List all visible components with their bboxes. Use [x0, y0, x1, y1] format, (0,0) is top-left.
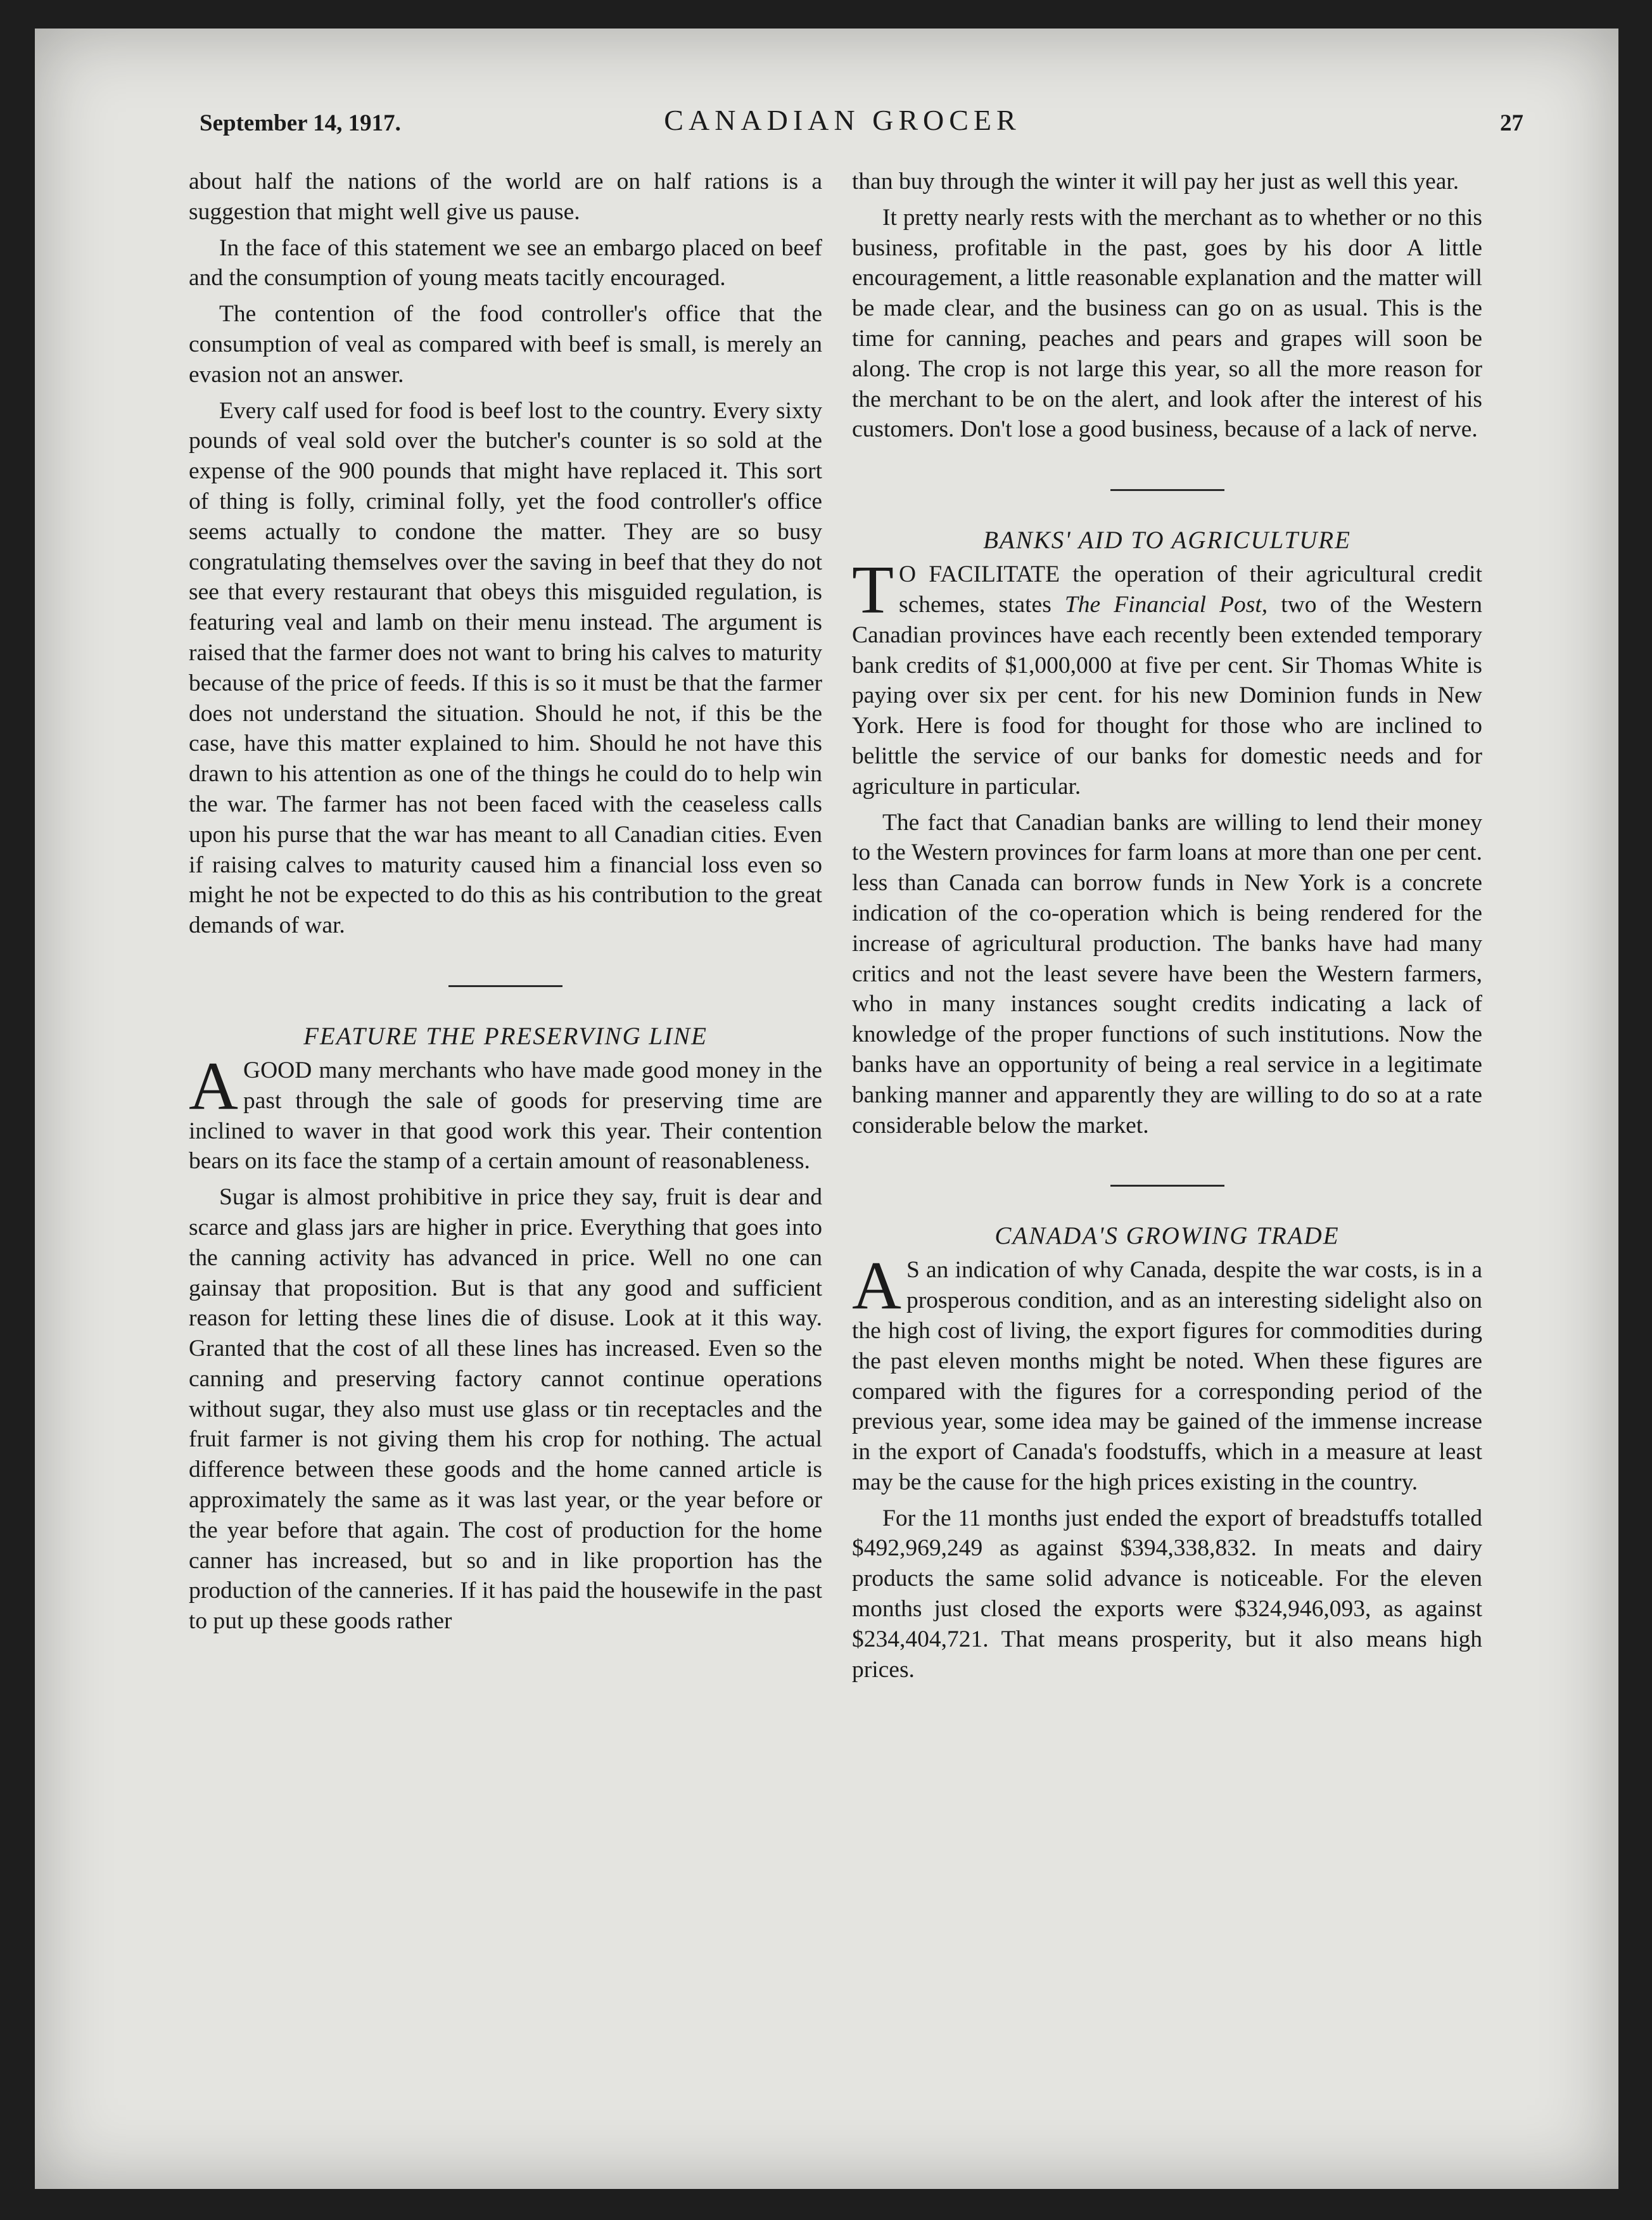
- paragraph: [189, 1048, 822, 1177]
- section-divider: [1110, 489, 1224, 491]
- paragraph: For the 11 months just ended the export of breadstuffs totalled $492,969,249 as against $394,338,832. In meats and dairy products the same solid advance is noticeable. For the eleven months just closed the exports were $324,946,093, as against $234,404,721. That means prosperity, but it also means high prices.: [852, 1505, 1482, 1683]
- page-header: [162, 103, 1523, 141]
- publication-reference: The Financial Post,: [1064, 591, 1268, 618]
- page-number: 27: [1500, 110, 1523, 136]
- paragraph: [852, 552, 1483, 801]
- paragraph: [852, 1248, 1482, 1497]
- paragraph: The fact that Canadian banks are willing to lend their money to the Western provinces for farm loans at more than one per cent. less than Canada can borrow funds in New York is a concrete indication of the co-operation which is being rendered for the increase of agricultural production. The banks have had many critics and not the least severe have been the Western farmers, who in many instances sought credits indicating a lack of knowledge of the proper functions of such institutions. Now the banks have an opportunity of being a real service in a legitimate banking manner and apparently they are willing to do so at a rate considerable below the market.: [852, 809, 1482, 1139]
- paragraph: The contention of the food controller's office that the consumption of veal as compared with beef is small, is merely an evasion not an answer.: [189, 301, 822, 388]
- paragraph: It pretty nearly rests with the merchant as to whether or no this business, profitable in the past, goes by his door A little encouragement, a little reasonable explanation and the matter will be made clear, and the business can go on as usual. This is the time for canning, peaches and pears and grapes will soon be along. The crop is not large this year, so all the more reason for the merchant to be on the alert, and look after the interest of his customers. Don't lose a good business, because of a lack of nerve.: [852, 204, 1482, 443]
- drop-cap: A: [852, 1248, 901, 1324]
- right-column: [852, 167, 1482, 1690]
- paragraph-text: O FACILITATE the operation of their agricultural credit schemes, states: [898, 561, 1482, 618]
- section-title-preserving-line: FEATURE THE PRESERVING LINE: [303, 1022, 708, 1050]
- magazine-page: [35, 29, 1618, 2189]
- left-column: [189, 167, 822, 1642]
- paragraph-text: two of the Western Canadian provinces have each recently been extended temporary bank credits of $1,000,000 at five per cent. Sir Thomas White is paying over six per cent. for his new Dominion funds in New York. Here is food for thought for those who are inclined to belittle the service of our banks for domestic needs and for agriculture in particular.: [852, 591, 1483, 800]
- paragraph: Every calf used for food is beef lost to the country. Every sixty pounds of veal sold over the butcher's counter is so sold at the expense of the 900 pounds that might have replaced it. This sort of thing is folly, criminal folly, yet the food controller's office seems actually to condone the matter. They are so busy congratulating themselves over the saving in beef that they do not see that every restaurant that obeys this misguided regulation, is featuring veal and lamb on their menu instead. The argument is raised that the farmer does not want to bring his calves to maturity because of the price of feeds. If this is so it must be that the farmer does not understand the situation. Should he not, if this be the case, have this matter explained to him. Should he not have this drawn to his attention as one of the things he could do to help win the war. The farmer has not been faced with the ceaseless calls upon his purse that the war has meant to all Canadian cities. Even if raising calves to maturity caused him a financial loss even so might he not be expected to do this as his contribution to the great demands of war.: [189, 397, 822, 939]
- paragraph-text: S an indication of why Canada, despite the war costs, is in a prosperous condition, and as an interesting sidelight also on the high cost of living, the export figures for commodities during the past eleven months might be noted. When these figures are compared with the figures for a corresponding period of the previous year, some idea may be gained of the immense increase in the export of Canada's foodstuffs, which in a measure at least may be the cause for the high prices existing in the country.: [852, 1257, 1482, 1495]
- section-divider: [1110, 1185, 1224, 1187]
- paragraph: In the face of this statement we see an embargo placed on beef and the consumption of young meats tacitly encouraged.: [189, 234, 822, 291]
- section-title-growing-trade: CANADA'S GROWING TRADE: [994, 1222, 1340, 1250]
- paragraph: than buy through the winter it will pay her just as well this year.: [852, 169, 1459, 195]
- paragraph-text: GOOD many merchants who have made good money in the past through the sale of goods for preserving time are inclined to waver in that good work this year. Their contention bears on its face the stamp of a certain amount of reasonableness.: [189, 1057, 822, 1175]
- paragraph: Sugar is almost prohibitive in price they say, fruit is dear and scarce and glass jars are higher in price. Everything that goes into the canning activity has advanced in price. Well no one can gainsay that proposition. But is that any good and sufficient reason for letting these lines die of disuse. Look at it this way. Granted that the cost of all these lines has increased. Even so the canning and preserving factory cannot continue operations without sugar, they also must use glass or tin receptacles and the fruit farmer is not giving them his crop for nothing. The actual difference between these goods and the home canned article is approximately the same as it was last year, or the year before or the year before that again. The cost of production for the home canner has increased, but so and in like proportion has the production of the canneries. If it has paid the housewife in the past to put up these goods rather: [189, 1184, 822, 1635]
- issue-date: September 14, 1917.: [200, 110, 401, 136]
- paragraph: about half the nations of the world are on half rations is a suggestion that might well give us pause.: [189, 169, 822, 225]
- publication-title: CANADIAN GROCER: [664, 104, 1021, 136]
- section-title-banks-aid: BANKS' AID TO AGRICULTURE: [983, 526, 1351, 554]
- drop-cap: T: [852, 552, 894, 628]
- drop-cap: A: [189, 1048, 238, 1124]
- section-divider: [448, 985, 562, 987]
